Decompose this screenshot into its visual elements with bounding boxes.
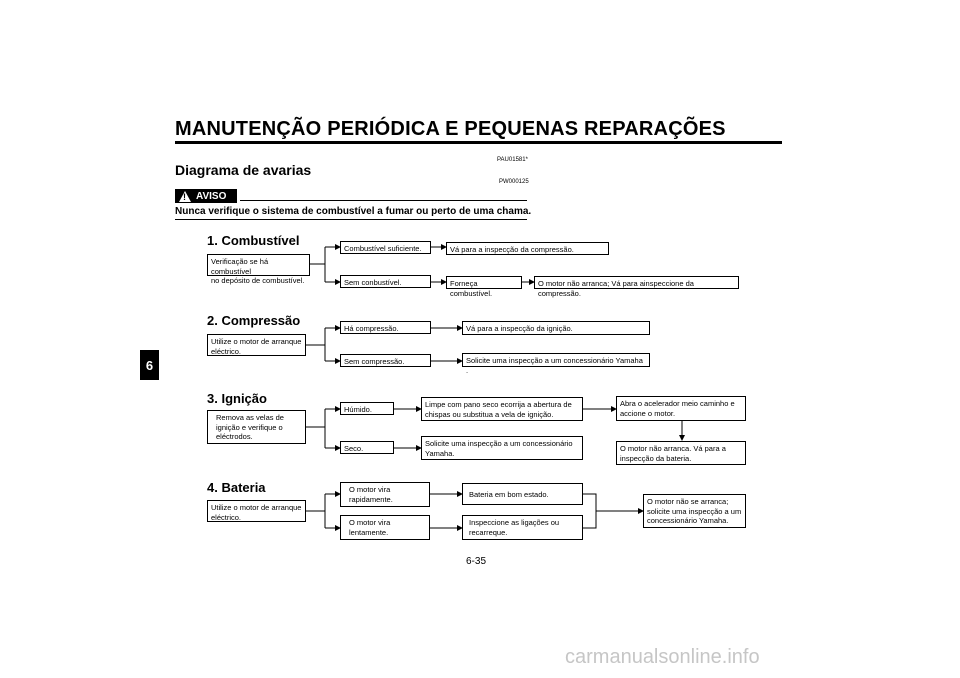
fuel-supply-box: Forneça combustível.: [446, 276, 522, 289]
warning-triangle-icon: !: [179, 191, 191, 202]
page-header-title: MANUTENÇÃO PERIÓDICA E PEQUENAS REPARAÇÕES: [175, 118, 726, 140]
ignition-wipe-box: Limpe com pano seco ecorrija a abertura de chispas ou substitua a vela de ignição.: [421, 397, 583, 421]
fuel-go-compression-box: Vá para a inspecção da compressão.: [446, 242, 609, 255]
warning-code: PW000125: [499, 179, 529, 185]
battery-good-box: Bateria em bom estado.: [462, 483, 583, 505]
page-number: 6-35: [466, 556, 487, 567]
battery-heading: 4. Bateria: [207, 480, 266, 495]
compression-go-ignition-box: Vá para a inspecção da ignição.: [462, 321, 650, 335]
fuel-not-start-box: O motor não arranca; Vá para ainspeccione da compressão.: [534, 276, 739, 289]
battery-check-box: Utilize o motor de arranque eléctrico.: [207, 500, 306, 522]
fuel-sufficient-box: Combustível suficiente.: [340, 241, 431, 254]
fuel-check-box: Verificação se há combustível no depósito de combustível.: [207, 254, 310, 276]
section-title: Diagrama de avarias: [175, 162, 312, 178]
ignition-wet-box: Húmido.: [340, 402, 394, 415]
ignition-check-box: Remova as velas de ignição e verifique o eléctrodos.: [207, 410, 306, 444]
fuel-heading: 1. Combustível: [207, 233, 300, 248]
ignition-throttle-box: Abra o acelerador meio caminho e accione o motor.: [616, 396, 746, 421]
ignition-dry-box: Seco.: [340, 441, 394, 454]
ignition-dealer-box: Solicite uma inspecção a um concessionário Yamaha.: [421, 436, 583, 460]
compression-dealer-box: Solicite uma inspecção a um concessionário Yamaha .: [462, 353, 650, 367]
compression-has-box: Há compressão.: [340, 321, 431, 334]
compression-heading: 2. Compressão: [207, 313, 301, 328]
section-tab: 6: [140, 350, 159, 380]
compression-check-box: Utilize o motor de arranque eléctrico.: [207, 334, 306, 356]
ignition-heading: 3. Ignição: [207, 391, 267, 406]
battery-connections-box: Inspeccione as ligações ou recarreque.: [462, 515, 583, 540]
watermark: carmanualsonline.info: [565, 646, 760, 668]
warning-label: AVISO: [196, 190, 227, 202]
compression-none-box: Sem compressão.: [340, 354, 431, 367]
fuel-none-box: Sem conbustível.: [340, 275, 431, 288]
battery-dealer-box: O motor não se arranca; solicite uma inspecção a um concessionário Yamaha.: [643, 494, 746, 528]
ignition-battery-box: O motor não arranca. Vá para a inspecção da bateria.: [616, 441, 746, 465]
section-code: PAU01581*: [497, 157, 528, 163]
warning-text: Nunca verifique o sistema de combustível a fumar ou perto de uma chama.: [175, 206, 532, 217]
battery-fast-box: O motor vira rapidamente.: [340, 482, 430, 507]
battery-slow-box: O motor vira lentamente.: [340, 515, 430, 540]
